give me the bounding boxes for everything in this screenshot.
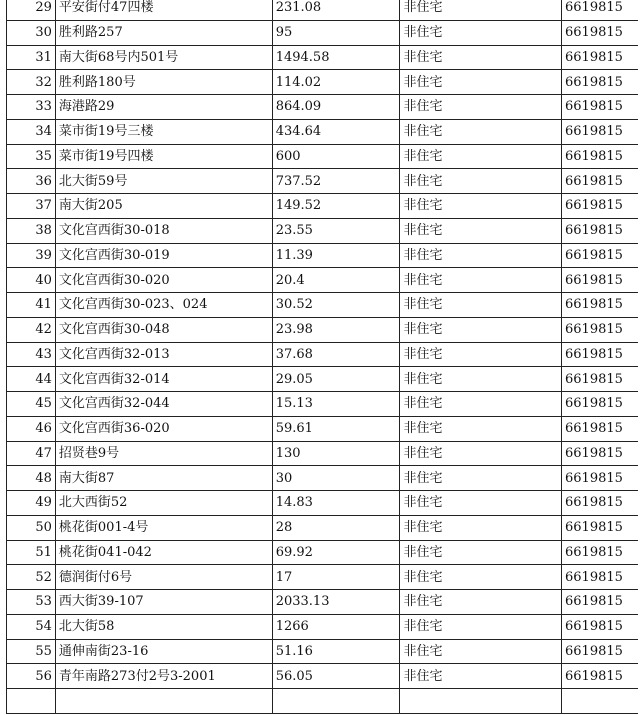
row-number-cell: 42	[7, 317, 56, 342]
table-row	[7, 169, 640, 194]
row-number-cell: 53	[7, 590, 56, 615]
code-cell	[562, 689, 640, 714]
address-cell: 西大街39-107	[55, 590, 272, 615]
property-type-cell: 非住宅	[400, 565, 562, 590]
code-cell: 6619815	[562, 664, 640, 689]
code-cell: 6619815	[562, 293, 640, 318]
property-type-cell: 非住宅	[400, 515, 562, 540]
row-number-cell: 33	[7, 95, 56, 120]
table-row	[7, 392, 640, 417]
table-row	[7, 268, 640, 293]
table-row	[7, 441, 640, 466]
area-cell: 15.13	[272, 392, 400, 417]
table-row	[7, 293, 640, 318]
area-cell: 30.52	[272, 293, 400, 318]
property-type-cell: 非住宅	[400, 466, 562, 491]
code-cell: 6619815	[562, 342, 640, 367]
address-cell: 德润街付6号	[55, 565, 272, 590]
row-number-cell: 41	[7, 293, 56, 318]
row-number-cell: 37	[7, 194, 56, 219]
area-cell: 51.16	[272, 639, 400, 664]
row-number-cell: 45	[7, 392, 56, 417]
address-cell: 青年南路273付2号3-2001	[55, 664, 272, 689]
address-cell: 北大西街52	[55, 491, 272, 516]
code-cell: 6619815	[562, 268, 640, 293]
code-cell: 6619815	[562, 144, 640, 169]
table-row	[7, 243, 640, 268]
row-number-cell	[7, 689, 56, 714]
row-number-cell: 32	[7, 70, 56, 95]
address-cell: 南大街87	[55, 466, 272, 491]
property-type-cell: 非住宅	[400, 119, 562, 144]
address-cell: 南大街68号内501号	[55, 45, 272, 70]
property-type-cell: 非住宅	[400, 317, 562, 342]
property-type-cell: 非住宅	[400, 540, 562, 565]
property-type-cell: 非住宅	[400, 392, 562, 417]
property-type-cell: 非住宅	[400, 614, 562, 639]
property-type-cell: 非住宅	[400, 20, 562, 45]
code-cell: 6619815	[562, 565, 640, 590]
address-cell: 招贤巷9号	[55, 441, 272, 466]
address-cell: 文化宫西街32-044	[55, 392, 272, 417]
row-number-cell: 51	[7, 540, 56, 565]
area-cell: 29.05	[272, 367, 400, 392]
table-row	[7, 689, 640, 714]
table-row	[7, 95, 640, 120]
table-row	[7, 0, 640, 20]
address-cell: 菜市街19号四楼	[55, 144, 272, 169]
property-type-cell: 非住宅	[400, 590, 562, 615]
table-row	[7, 218, 640, 243]
address-cell: 文化宫西街36-020	[55, 416, 272, 441]
code-cell: 6619815	[562, 441, 640, 466]
area-cell: 23.55	[272, 218, 400, 243]
table-row	[7, 144, 640, 169]
property-type-cell: 非住宅	[400, 639, 562, 664]
address-cell: 桃花街041-042	[55, 540, 272, 565]
area-cell: 600	[272, 144, 400, 169]
code-cell: 6619815	[562, 491, 640, 516]
property-type-cell: 非住宅	[400, 95, 562, 120]
code-cell: 6619815	[562, 194, 640, 219]
address-cell: 北大街58	[55, 614, 272, 639]
area-cell: 864.09	[272, 95, 400, 120]
area-cell: 434.64	[272, 119, 400, 144]
row-number-cell: 48	[7, 466, 56, 491]
address-cell: 北大街59号	[55, 169, 272, 194]
area-cell	[272, 689, 400, 714]
area-cell: 231.08	[272, 0, 400, 20]
area-cell: 114.02	[272, 70, 400, 95]
table-row	[7, 565, 640, 590]
property-type-cell: 非住宅	[400, 144, 562, 169]
code-cell: 6619815	[562, 392, 640, 417]
property-type-cell: 非住宅	[400, 664, 562, 689]
row-number-cell: 29	[7, 0, 56, 20]
code-cell: 6619815	[562, 243, 640, 268]
row-number-cell: 30	[7, 20, 56, 45]
row-number-cell: 31	[7, 45, 56, 70]
row-number-cell: 49	[7, 491, 56, 516]
area-cell: 14.83	[272, 491, 400, 516]
address-cell: 通伸南街23-16	[55, 639, 272, 664]
code-cell: 6619815	[562, 540, 640, 565]
address-cell: 胜利路180号	[55, 70, 272, 95]
table-row	[7, 491, 640, 516]
property-type-cell: 非住宅	[400, 243, 562, 268]
row-number-cell: 38	[7, 218, 56, 243]
area-cell: 30	[272, 466, 400, 491]
row-number-cell: 52	[7, 565, 56, 590]
row-number-cell: 43	[7, 342, 56, 367]
address-cell: 南大街205	[55, 194, 272, 219]
code-cell: 6619815	[562, 614, 640, 639]
area-cell: 17	[272, 565, 400, 590]
table-row	[7, 614, 640, 639]
property-type-cell: 非住宅	[400, 194, 562, 219]
property-table	[6, 0, 640, 714]
property-type-cell	[400, 689, 562, 714]
row-number-cell: 34	[7, 119, 56, 144]
property-type-cell: 非住宅	[400, 169, 562, 194]
row-number-cell: 56	[7, 664, 56, 689]
row-number-cell: 36	[7, 169, 56, 194]
row-number-cell: 40	[7, 268, 56, 293]
row-number-cell: 46	[7, 416, 56, 441]
code-cell: 6619815	[562, 590, 640, 615]
address-cell: 文化宫西街30-018	[55, 218, 272, 243]
property-type-cell: 非住宅	[400, 293, 562, 318]
area-cell: 11.39	[272, 243, 400, 268]
area-cell: 20.4	[272, 268, 400, 293]
address-cell: 海港路29	[55, 95, 272, 120]
table-row	[7, 367, 640, 392]
address-cell: 文化宫西街30-019	[55, 243, 272, 268]
row-number-cell: 54	[7, 614, 56, 639]
code-cell: 6619815	[562, 45, 640, 70]
area-cell: 56.05	[272, 664, 400, 689]
property-type-cell: 非住宅	[400, 491, 562, 516]
table-row	[7, 639, 640, 664]
code-cell: 6619815	[562, 639, 640, 664]
property-type-cell: 非住宅	[400, 268, 562, 293]
code-cell: 6619815	[562, 416, 640, 441]
table-row	[7, 119, 640, 144]
table-row	[7, 194, 640, 219]
area-cell: 23.98	[272, 317, 400, 342]
property-type-cell: 非住宅	[400, 0, 562, 20]
code-cell: 6619815	[562, 20, 640, 45]
code-cell: 6619815	[562, 466, 640, 491]
table-row	[7, 540, 640, 565]
area-cell: 2033.13	[272, 590, 400, 615]
table-row	[7, 416, 640, 441]
address-cell: 胜利路257	[55, 20, 272, 45]
row-number-cell: 44	[7, 367, 56, 392]
row-number-cell: 35	[7, 144, 56, 169]
property-type-cell: 非住宅	[400, 342, 562, 367]
code-cell: 6619815	[562, 0, 640, 20]
table-row	[7, 466, 640, 491]
code-cell: 6619815	[562, 317, 640, 342]
row-number-cell: 39	[7, 243, 56, 268]
address-cell: 菜市街19号三楼	[55, 119, 272, 144]
address-cell: 平安街付47四楼	[55, 0, 272, 20]
property-type-cell: 非住宅	[400, 218, 562, 243]
code-cell: 6619815	[562, 95, 640, 120]
row-number-cell: 55	[7, 639, 56, 664]
address-cell: 文化宫西街32-014	[55, 367, 272, 392]
code-cell: 6619815	[562, 218, 640, 243]
table-row	[7, 342, 640, 367]
area-cell: 59.61	[272, 416, 400, 441]
address-cell: 文化宫西街30-048	[55, 317, 272, 342]
property-type-cell: 非住宅	[400, 70, 562, 95]
property-type-cell: 非住宅	[400, 416, 562, 441]
property-type-cell: 非住宅	[400, 441, 562, 466]
address-cell: 文化宫西街30-020	[55, 268, 272, 293]
property-type-cell: 非住宅	[400, 367, 562, 392]
table-row	[7, 70, 640, 95]
area-cell: 130	[272, 441, 400, 466]
area-cell: 149.52	[272, 194, 400, 219]
address-cell	[55, 689, 272, 714]
address-cell: 桃花街001-4号	[55, 515, 272, 540]
table-row	[7, 515, 640, 540]
area-cell: 95	[272, 20, 400, 45]
code-cell: 6619815	[562, 169, 640, 194]
area-cell: 1494.58	[272, 45, 400, 70]
row-number-cell: 47	[7, 441, 56, 466]
area-cell: 737.52	[272, 169, 400, 194]
table-row	[7, 317, 640, 342]
table-row	[7, 590, 640, 615]
code-cell: 6619815	[562, 119, 640, 144]
table-row	[7, 664, 640, 689]
area-cell: 28	[272, 515, 400, 540]
area-cell: 69.92	[272, 540, 400, 565]
row-number-cell: 50	[7, 515, 56, 540]
address-cell: 文化宫西街32-013	[55, 342, 272, 367]
address-cell: 文化宫西街30-023、024	[55, 293, 272, 318]
area-cell: 1266	[272, 614, 400, 639]
table-row	[7, 45, 640, 70]
table-row	[7, 20, 640, 45]
code-cell: 6619815	[562, 515, 640, 540]
code-cell: 6619815	[562, 70, 640, 95]
code-cell: 6619815	[562, 367, 640, 392]
table-body	[7, 0, 640, 713]
property-type-cell: 非住宅	[400, 45, 562, 70]
area-cell: 37.68	[272, 342, 400, 367]
